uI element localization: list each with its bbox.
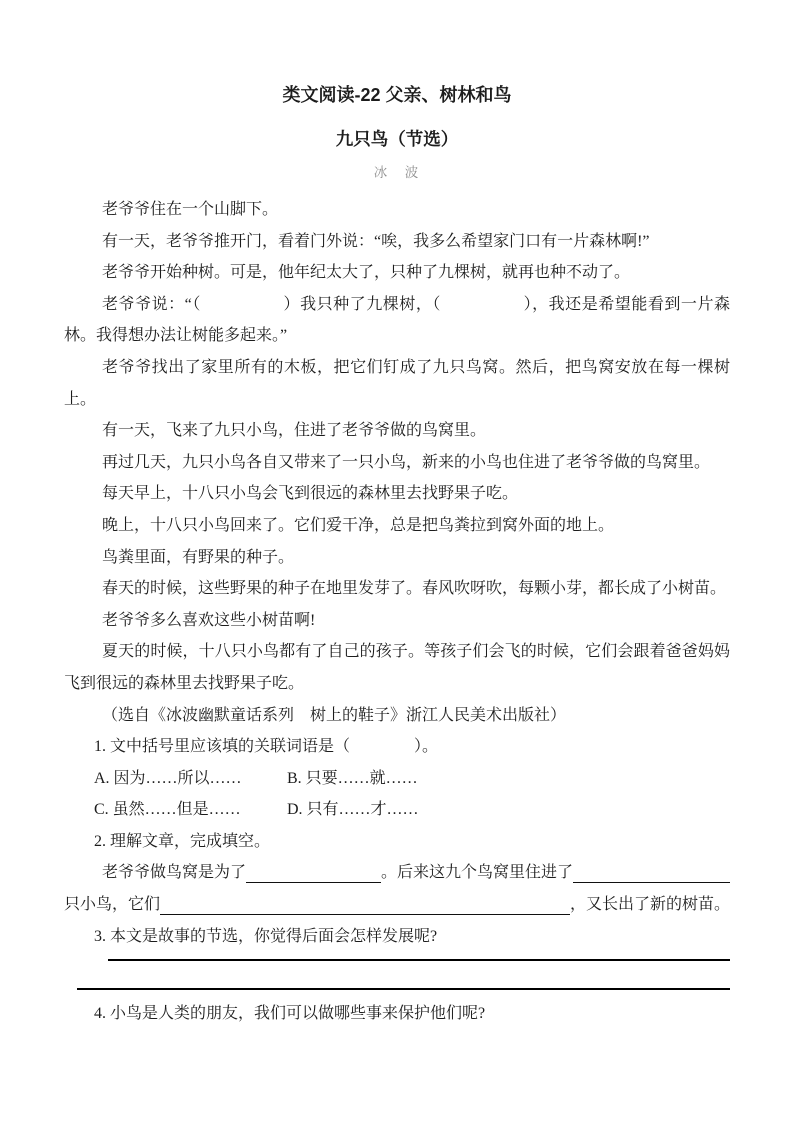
question-1-options (94, 763, 730, 826)
story-paragraph: 春天的时候，这些野果的种子在地里发芽了。春风吹呀吹，每颗小芽，都长成了小树苗。 (102, 580, 727, 598)
story-paragraph: 老爷爷开始种树。可是，他年纪太大了，只种了九棵树，就再也种不动了。 (102, 264, 631, 282)
question-3-text: 3. 本文是故事的节选，你觉得后面会怎样发展呢? (94, 927, 438, 945)
story-paragraph: 每天早上，十八只小鸟会飞到很远的森林里去找野果子吃。 (102, 485, 519, 503)
story-subtitle: 九只鸟（节选） (335, 129, 459, 149)
fill-segment: 只小鸟，它们 (64, 896, 161, 914)
fill-segment: ，又长出了新的树苗。 (569, 896, 730, 914)
fill-segment: 老爷爷做鸟窝是为了 (102, 864, 247, 882)
question-2-text: 2. 理解文章，完成填空。 (94, 832, 271, 850)
story-paragraph: 再过几天，九只小鸟各自又带来了一只小鸟，新来的小鸟也住进了老爷爷做的鸟窝里。 (102, 453, 711, 471)
answer-line (108, 952, 730, 961)
story-paragraph: 有一天，老爷爷推开门，看着门外说：“唉，我多么希望家门口有一片森林啊!” (102, 232, 650, 250)
source-attribution: （选自《冰波幽默童话系列 树上的鞋子》浙江人民美术出版社） (102, 706, 567, 724)
story-paragraph: 有一天，飞来了九只小鸟，住进了老爷爷做的鸟窝里。 (102, 422, 487, 440)
story-paragraph: 老爷爷多么喜欢这些小树苗啊! (102, 611, 316, 629)
question-4-text: 4. 小鸟是人类的朋友，我们可以做哪些事来保护他们呢? (94, 1005, 486, 1023)
story-paragraph: 老爷爷住在一个山脚下。 (102, 201, 279, 218)
option-b: B. 只要……就…… (287, 769, 418, 787)
story-paragraph: 鸟粪里面，有野果的种子。 (102, 548, 295, 566)
fill-blank-line-2 (64, 889, 730, 921)
fill-blank-underline-3 (160, 914, 570, 915)
story-paragraph: 老爷爷找出了家里所有的木板，把它们钉成了九只鸟窝。然后，把鸟窝安放在每一棵树上。 (64, 358, 730, 408)
fill-segment: 。后来这九个鸟窝里住进了 (381, 864, 574, 882)
option-c: C. 虽然……但是…… (94, 801, 241, 819)
fill-blank-underline-1 (246, 882, 381, 883)
story-paragraph: 夏天的时候，十八只小鸟都有了自己的孩子。等孩子们会飞的时候，它们会跟着爸爸妈妈飞到很远的森林里去找野果子吃。 (64, 643, 730, 692)
story-body (64, 194, 730, 731)
page-title: 类文阅读-22 父亲、树林和鸟 (282, 85, 512, 105)
option-d: D. 只有……才…… (287, 801, 419, 819)
fill-blank-line-1 (64, 857, 730, 889)
answer-line (77, 961, 730, 990)
story-paragraph: 晚上，十八只小鸟回来了。它们爱干净，总是把鸟粪拉到窝外面的地上。 (102, 516, 615, 534)
question-1-text: 1. 文中括号里应该填的关联词语是（ ）。 (94, 738, 439, 756)
questions-section (64, 731, 730, 1030)
fill-blank-underline-2 (573, 882, 730, 883)
option-a: A. 因为……所以…… (94, 769, 242, 787)
story-paragraph: 老爷爷说：“（ ）我只种了九棵树，（ ），我还是希望能看到一片森林。我得想办法让树能多起来。” (64, 295, 730, 345)
author-name: 冰 波 (373, 165, 421, 180)
